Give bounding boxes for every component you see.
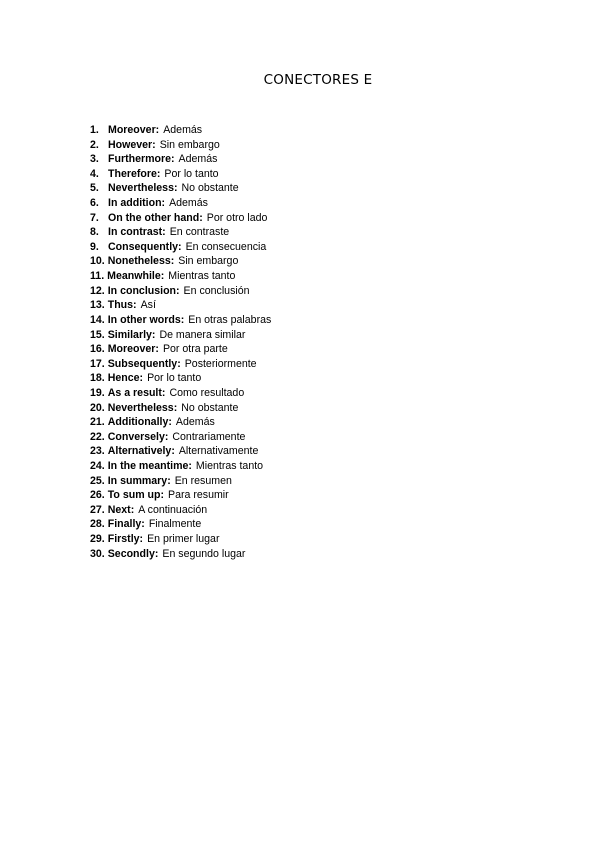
item-translation: Mientras tanto xyxy=(168,270,236,283)
item-translation: Alternativamente xyxy=(178,445,259,458)
item-term: Thus: xyxy=(107,299,137,312)
item-number: 17. xyxy=(90,357,105,370)
item-number: 25. xyxy=(90,474,105,487)
item-term: To sum up: xyxy=(107,489,165,502)
page-title: CONECTORES E xyxy=(263,72,373,88)
list-item xyxy=(90,152,271,167)
item-number: 9. xyxy=(90,240,99,253)
list-item xyxy=(90,532,271,547)
list-item xyxy=(90,181,271,196)
item-term: Meanwhile: xyxy=(107,270,165,283)
list-item xyxy=(90,196,271,211)
item-term: Alternatively: xyxy=(107,445,175,458)
item-term: Therefore: xyxy=(108,167,161,180)
list-item xyxy=(90,167,271,182)
list-item xyxy=(90,269,271,284)
item-term: Similarly: xyxy=(107,328,156,341)
item-translation: A continuación xyxy=(138,503,208,516)
list-item xyxy=(90,211,271,226)
list-item xyxy=(90,357,271,372)
item-number: 13. xyxy=(90,299,105,312)
item-term: Moreover: xyxy=(108,124,160,136)
item-number: 27. xyxy=(90,503,105,516)
item-number: 29. xyxy=(90,533,105,546)
item-number: 1. xyxy=(90,124,99,136)
item-number: 21. xyxy=(90,416,105,429)
item-number: 24. xyxy=(90,460,105,473)
item-translation: Sin embargo xyxy=(178,255,239,268)
list-item xyxy=(90,328,271,343)
item-term: Conversely: xyxy=(107,430,169,443)
item-translation: Posteriormente xyxy=(184,357,257,370)
item-number: 12. xyxy=(90,284,105,297)
item-translation: En segundo lugar xyxy=(162,547,246,560)
item-term: Subsequently: xyxy=(107,357,181,370)
item-term: Moreover: xyxy=(107,343,159,356)
item-term: In other words: xyxy=(107,313,185,326)
list-item xyxy=(90,488,271,503)
item-number: 19. xyxy=(90,386,105,399)
item-number: 20. xyxy=(90,401,105,414)
item-term: Firstly: xyxy=(107,533,144,546)
item-number: 22. xyxy=(90,430,105,443)
item-translation: De manera similar xyxy=(159,328,246,341)
item-term: In contrast: xyxy=(108,226,166,239)
item-translation: Contrariamente xyxy=(172,430,246,443)
item-translation: Además xyxy=(178,153,218,166)
item-translation: No obstante xyxy=(181,182,239,195)
item-term: On the other hand: xyxy=(108,211,203,224)
item-translation: Además xyxy=(175,416,215,429)
item-number: 3. xyxy=(90,153,99,166)
item-translation: Finalmente xyxy=(148,518,202,531)
list-item xyxy=(90,401,271,416)
item-translation: Además xyxy=(169,197,208,210)
item-translation: En otras palabras xyxy=(188,313,272,326)
item-number: 6. xyxy=(90,197,99,210)
item-term: Furthermore: xyxy=(108,153,175,166)
list-item xyxy=(90,225,271,240)
item-translation: Mientras tanto xyxy=(195,460,264,473)
item-number: 15. xyxy=(90,328,105,341)
item-translation: Para resumir xyxy=(168,489,229,502)
item-number: 4. xyxy=(90,167,99,180)
list-item xyxy=(90,254,271,269)
list-item xyxy=(90,240,271,255)
connector-list xyxy=(90,123,271,561)
item-term: As a result: xyxy=(107,386,166,399)
item-term: Secondly: xyxy=(107,547,159,560)
item-number: 5. xyxy=(90,182,99,195)
item-number: 28. xyxy=(90,518,105,531)
item-term: In summary: xyxy=(107,474,171,487)
list-item xyxy=(90,298,271,313)
item-number: 10. xyxy=(90,255,105,268)
list-item xyxy=(90,517,271,532)
item-translation: Por otra parte xyxy=(162,343,228,356)
item-translation: En primer lugar xyxy=(147,533,220,546)
list-item xyxy=(90,444,271,459)
item-number: 16. xyxy=(90,343,105,356)
item-number: 23. xyxy=(90,445,105,458)
item-number: 7. xyxy=(90,211,99,224)
item-translation: Por lo tanto xyxy=(164,167,219,180)
item-translation: Así xyxy=(140,299,156,312)
list-item xyxy=(90,386,271,401)
item-translation: En contraste xyxy=(169,226,230,239)
item-number: 30. xyxy=(90,547,105,560)
item-term: In addition: xyxy=(108,197,166,210)
list-item xyxy=(90,371,271,386)
item-translation: Por lo tanto xyxy=(147,372,202,385)
item-translation: Por otro lado xyxy=(206,211,268,224)
list-item xyxy=(90,459,271,474)
list-item xyxy=(90,313,271,328)
item-number: 2. xyxy=(90,138,99,151)
item-term: Finally: xyxy=(107,518,145,531)
item-translation: En conclusión xyxy=(183,284,250,297)
item-term: In the meantime: xyxy=(107,460,192,473)
list-item xyxy=(90,342,271,357)
item-term: In conclusion: xyxy=(107,284,180,297)
list-item xyxy=(90,503,271,518)
item-number: 8. xyxy=(90,226,99,239)
list-item xyxy=(90,474,271,489)
list-item xyxy=(90,123,271,138)
list-item xyxy=(90,430,271,445)
item-translation: No obstante xyxy=(181,401,239,414)
item-number: 11. xyxy=(90,270,105,283)
item-translation: Como resultado xyxy=(169,386,245,399)
list-item xyxy=(90,547,271,562)
item-translation: En consecuencia xyxy=(185,240,267,253)
list-item xyxy=(90,415,271,430)
item-term: Additionally: xyxy=(107,416,172,429)
item-translation: En resumen xyxy=(174,474,232,487)
item-term: Consequently: xyxy=(108,240,182,253)
item-term: However: xyxy=(108,138,156,151)
item-term: Hence: xyxy=(107,372,144,385)
item-translation: Sin embargo xyxy=(159,138,220,151)
item-number: 18. xyxy=(90,372,105,385)
item-number: 26. xyxy=(90,489,105,502)
item-term: Nevertheless: xyxy=(108,182,178,195)
list-item xyxy=(90,138,271,153)
item-term: Nevertheless: xyxy=(107,401,178,414)
item-number: 14. xyxy=(90,313,105,326)
item-term: Next: xyxy=(107,503,135,516)
item-translation: Además xyxy=(163,124,203,136)
item-term: Nonetheless: xyxy=(107,255,175,268)
list-item xyxy=(90,284,271,299)
